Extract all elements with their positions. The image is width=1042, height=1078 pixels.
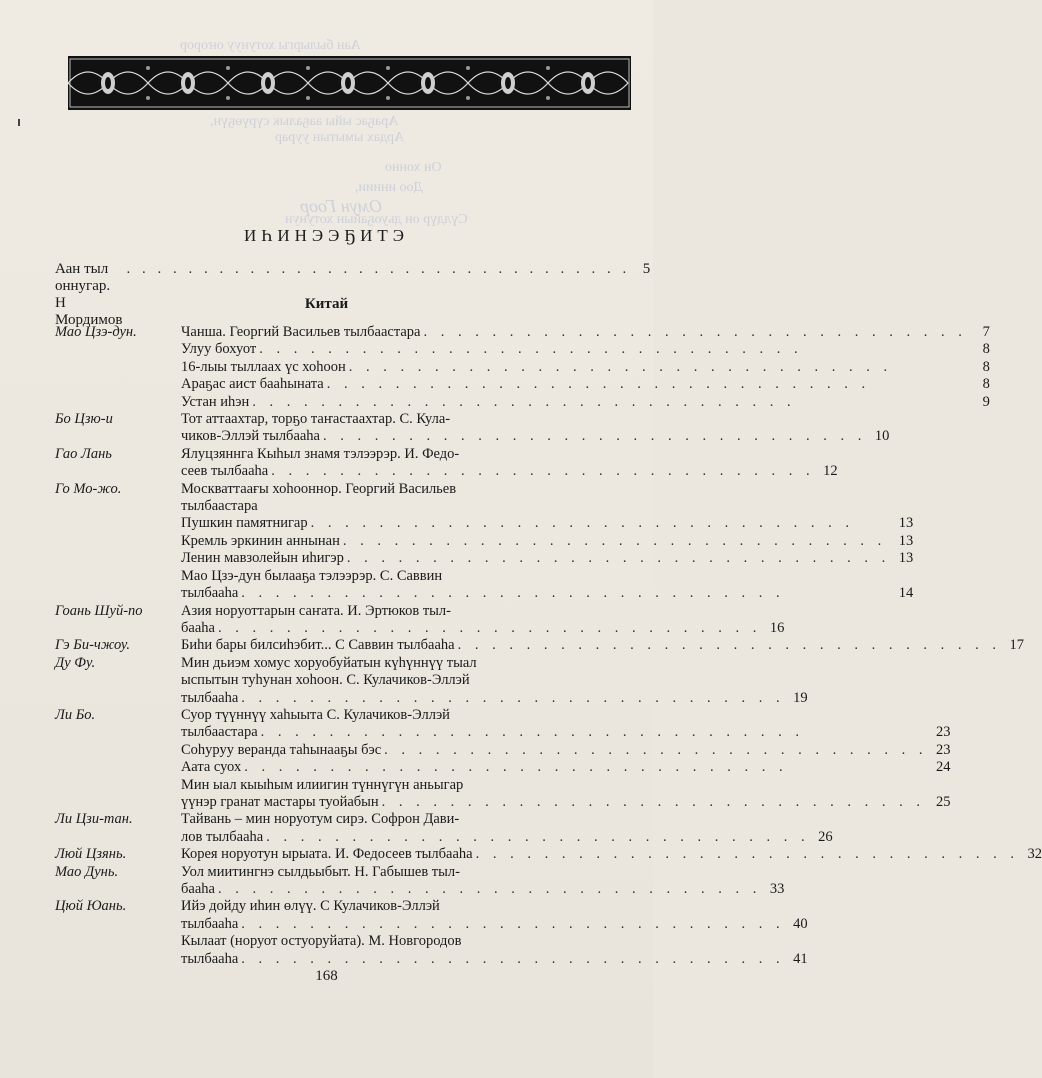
toc-line — [181, 359, 990, 376]
bleed-through-text: Араҕас ыйы ааҕалык сүрүөҕүн, — [210, 114, 399, 129]
bleed-through-text: Сүлдүр он дьуоҕайын хотунун — [285, 212, 468, 227]
toc-author: Ли Бо. — [55, 706, 96, 723]
leader-dots: . . . . . . . . . . . . . . . . . . . . . . . . . . . . . . . . — [342, 532, 887, 549]
toc-line-text: Мин дьиэм хомус хоруобуйатын күһүннүү тыал — [181, 654, 477, 671]
page-number: 168 — [315, 968, 338, 984]
toc-page-number: 19 — [793, 689, 808, 706]
leader-dots: . . . . . . . . . . . . . . . . . . . . . . . . . . . . . . . . — [241, 585, 785, 602]
toc-entry — [55, 863, 785, 899]
toc-page-number: 7 — [982, 324, 990, 340]
toc-author: Люй Цзянь. — [55, 846, 127, 863]
toc-line-text: Соһуруу веранда таһынааҕы бэс — [181, 741, 382, 758]
leader-dots: . . . . . . . . . . . . . . . . . . . . . . . . . . . . . . . . . — [126, 261, 631, 277]
leader-dots: . . . . . . . . . . . . . . . . . . . . . . . . . . . . . . . . — [423, 324, 967, 340]
toc-line-text: тылбааһа — [181, 585, 239, 602]
toc-line — [181, 568, 913, 585]
toc-line-text: тылбааһа — [181, 689, 239, 706]
toc-line — [181, 394, 990, 411]
bleed-through-text: Он хонно — [385, 160, 442, 175]
toc-entry-lines — [181, 411, 889, 446]
bleed-through-text: Ардах ымытын уурар — [275, 130, 405, 145]
leader-dots: . . . . . . . . . . . . . . . . . . . . . . . . . . . . . . . . — [241, 915, 785, 932]
toc-page-number: 10 — [874, 428, 890, 445]
toc-page-number: 8 — [982, 341, 990, 358]
toc-line-text: Ийэ дойду иһин өлүү. С Кулачиков-Эллэй — [181, 898, 440, 915]
bleed-through-text: Омун Гоор — [300, 196, 383, 216]
leader-dots: . . . . . . . . . . . . . . . . . . . . . . . . . . . . . . . . — [217, 881, 762, 897]
table-of-contents — [55, 324, 1042, 968]
toc-line — [181, 933, 808, 950]
toc-entry — [55, 445, 838, 481]
toc-page-number: 8 — [982, 376, 990, 393]
toc-line — [181, 481, 913, 498]
toc-entry-lines — [181, 481, 913, 603]
toc-line-text: Тот аттаахтар, торҕо таҥастаахтар. С. Кула- — [181, 411, 451, 428]
toc-line-text: Суор түүннүү хаһыыта С. Кулачиков-Эллэй — [181, 706, 450, 723]
toc-line — [181, 794, 951, 811]
toc-entry-lines — [181, 811, 833, 846]
toc-line — [181, 515, 913, 532]
toc-line-text: Пушкин памятнигар — [181, 515, 308, 532]
toc-line — [181, 829, 833, 846]
toc-entry — [55, 324, 990, 411]
toc-line-text: Азия норуоттарын саҥата. И. Эртюков тыл- — [181, 602, 451, 619]
ornament-pattern-icon — [68, 56, 631, 110]
toc-author: Цюй Юань. — [55, 898, 127, 915]
toc-line — [181, 916, 808, 933]
toc-line — [181, 620, 784, 637]
toc-page-number: 8 — [982, 358, 990, 375]
toc-entry-lines — [181, 603, 784, 638]
toc-page-number: 13 — [898, 515, 914, 532]
toc-page-number: 9 — [982, 393, 990, 410]
leader-dots: . . . . . . . . . . . . . . . . . . . . . . . . . . . . . . . . — [260, 724, 805, 741]
toc-entry — [55, 898, 808, 968]
toc-line-text: үүнэр гранат мастары туойабын — [181, 793, 379, 810]
toc-line-text: Чанша. Георгий Васильев тылбаастара — [181, 324, 421, 340]
toc-line — [181, 742, 951, 759]
toc-page-number: 26 — [818, 828, 833, 845]
toc-line-text: тылбааһа — [181, 915, 239, 932]
toc-line — [181, 428, 889, 445]
toc-line — [181, 550, 913, 567]
toc-author: Гао Лань — [55, 445, 112, 462]
toc-line — [181, 446, 838, 463]
toc-page-number: 23 — [936, 724, 951, 741]
toc-line-text: сеев тылбааһа — [181, 463, 269, 480]
toc-page-number: 13 — [898, 532, 914, 549]
toc-entry — [55, 602, 785, 638]
toc-line — [181, 463, 838, 480]
toc-line-text: Аата суох — [181, 759, 242, 776]
leader-dots: . . . . . . . . . . . . . . . . . . . . . . . . . . . . . . . . — [326, 376, 871, 393]
toc-line-text: 16-лыы тыллаах үс хоһоон — [181, 358, 346, 375]
toc-line-text: тылбааһа — [181, 950, 239, 967]
toc-line — [181, 846, 1042, 863]
intro-text: Аан тыл оннугар. Н Мордимов — [55, 261, 123, 328]
leader-dots: . . . . . . . . . . . . . . . . . . . . . . . . . . . . . . . . — [310, 515, 854, 532]
toc-page-number: 32 — [1027, 846, 1042, 863]
toc-entry-lines — [181, 864, 784, 899]
toc-page-number: 16 — [769, 619, 785, 636]
toc-entry — [55, 637, 1024, 654]
leader-dots: . . . . . . . . . . . . . . . . . . . . . . . . . . . . . . . . — [384, 741, 928, 758]
toc-line — [181, 951, 808, 968]
toc-entry-lines — [181, 446, 838, 481]
leader-dots: . . . . . . . . . . . . . . . . . . . . . . . . . . . . . . . . — [241, 950, 785, 967]
toc-page-number: 13 — [898, 550, 914, 567]
toc-line — [181, 777, 951, 794]
toc-line — [181, 324, 990, 341]
bleed-through-text: Доо иниии, — [355, 180, 424, 195]
toc-line — [181, 341, 990, 358]
toc-line — [181, 707, 951, 724]
toc-author: Го Мо-жо. — [55, 480, 122, 497]
toc-page-number: 33 — [769, 881, 785, 897]
leader-dots: . . . . . . . . . . . . . . . . . . . . . . . . . . . . . . . . — [217, 619, 762, 636]
toc-entry-lines — [181, 655, 808, 707]
toc-line — [181, 811, 833, 828]
toc-page-number: 25 — [936, 793, 951, 810]
toc-page-number: 40 — [793, 915, 808, 932]
leader-dots: . . . . . . . . . . . . . . . . . . . . . . . . . . . . . . . . — [266, 828, 810, 845]
toc-author: Мао Дунь. — [55, 863, 119, 880]
page-title: ИҺИНЭЭҔИТЭ — [244, 226, 409, 245]
toc-line-text: бааһа — [181, 619, 215, 636]
leader-dots: . . . . . . . . . . . . . . . . . . . . . . . . . . . . . . . . — [252, 393, 796, 410]
leader-dots: . . . . . . . . . . . . . . . . . . . . . . . . . . . . . . . . — [346, 550, 891, 567]
toc-line-text: Устан иһэн — [181, 393, 250, 410]
toc-line-text: Кремль эркинин аннынан — [181, 532, 340, 549]
toc-line — [181, 585, 913, 602]
toc-page-number: 41 — [793, 950, 808, 967]
toc-line-text: Москваттаағы хоһооннор. Георгий Васильев — [181, 480, 457, 497]
leader-dots: . . . . . . . . . . . . . . . . . . . . . . . . . . . . . . . . — [348, 358, 893, 375]
toc-page-number: 12 — [823, 463, 838, 480]
toc-author: Гэ Би-чжоу. — [55, 637, 131, 654]
toc-line — [181, 411, 889, 428]
leader-dots: . . . . . . . . . . . . . . . . . . . . . . . . . . . . . . . . — [475, 846, 1019, 863]
toc-line — [181, 864, 784, 881]
toc-line — [181, 672, 808, 689]
toc-page-number: 17 — [1009, 637, 1024, 654]
toc-line-text: Тайвань – мин норуотум сирэ. Софрон Дави- — [181, 811, 460, 828]
toc-line — [181, 498, 913, 515]
toc-line-text: Улуу бохуот — [181, 341, 257, 358]
toc-line-text: Уол миитингнэ сылдьыбыт. Н. Габышев тыл- — [181, 863, 460, 880]
toc-page-number: 14 — [898, 585, 914, 602]
toc-line — [181, 376, 990, 393]
toc-line-text: Корея норуотун ырыата. И. Федосеев тылбааһа — [181, 846, 473, 863]
toc-entry-lines — [181, 324, 990, 411]
toc-line-text: бааһа — [181, 881, 215, 897]
toc-entry-lines — [181, 637, 1024, 654]
intro-entry — [55, 261, 651, 329]
toc-entry — [55, 411, 890, 446]
toc-line-text: лов тылбааһа — [181, 828, 264, 845]
toc-line-text: Мао Цзэ-дун былааҕа тэлээрэр. С. Саввин — [181, 567, 443, 584]
toc-line — [181, 881, 784, 898]
toc-line-text: ыспытын туһунан хоһоон. С. Кулачиков-Эллэй — [181, 672, 470, 689]
toc-line-text: тылбаастара — [181, 498, 258, 515]
leader-dots: . . . . . . . . . . . . . . . . . . . . . . . . . . . . . . . . — [457, 637, 1001, 654]
toc-line — [181, 724, 951, 741]
leader-dots: . . . . . . . . . . . . . . . . . . . . . . . . . . . . . . . . — [381, 793, 926, 810]
intro-page-number: 5 — [642, 261, 651, 277]
toc-line-text: Ялуцзяннга Кыһыл знамя тэлээрэр. И. Федо- — [181, 445, 460, 462]
toc-author: Ду Фу. — [55, 654, 96, 671]
bleed-through-text: Аан былыргы хотунуу оҥорор — [180, 38, 361, 53]
toc-line-text: Ленин мавзолейын иһигэр — [181, 550, 344, 567]
margin-mark — [18, 119, 20, 126]
leader-dots: . . . . . . . . . . . . . . . . . . . . . . . . . . . . . . . . — [244, 759, 788, 776]
toc-line — [181, 690, 808, 707]
toc-line — [181, 759, 951, 776]
toc-entry — [55, 480, 914, 603]
toc-line — [181, 533, 913, 550]
section-heading: Китай — [304, 296, 349, 312]
toc-line — [181, 898, 808, 915]
toc-line-text: Биһи бары билсиһэбит... С Саввин тылбааһа — [181, 637, 455, 654]
toc-author: Гоань Шуй-по — [55, 602, 143, 619]
toc-page-number: 23 — [936, 741, 951, 758]
toc-line-text: тылбаастара — [181, 724, 258, 741]
toc-entry — [55, 846, 1042, 863]
leader-dots: . . . . . . . . . . . . . . . . . . . . . . . . . . . . . . . . — [271, 463, 815, 480]
toc-entry-lines — [181, 846, 1042, 863]
toc-author: Ли Цзи-тан. — [55, 811, 133, 828]
toc-entry — [55, 811, 833, 846]
toc-line — [181, 603, 784, 620]
toc-line — [181, 655, 808, 672]
leader-dots: . . . . . . . . . . . . . . . . . . . . . . . . . . . . . . . . — [259, 341, 803, 358]
leader-dots: . . . . . . . . . . . . . . . . . . . . . . . . . . . . . . . . — [241, 689, 785, 706]
toc-entry — [55, 654, 808, 707]
toc-entry-lines — [181, 898, 808, 968]
toc-line — [181, 637, 1024, 654]
toc-author: Бо Цзю-и — [55, 411, 113, 428]
toc-line-text: Араҕас аист бааһыната — [181, 376, 324, 393]
toc-page-number: 24 — [936, 759, 951, 776]
leader-dots: . . . . . . . . . . . . . . . . . . . . . . . . . . . . . . . . — [323, 428, 867, 445]
toc-entry — [55, 706, 951, 811]
toc-line-text: Кылаат (норуот остуоруйата). М. Новгородов — [181, 933, 462, 950]
ornament-band — [68, 56, 631, 110]
toc-line-text: чиков-Эллэй тылбааһа — [181, 428, 320, 445]
toc-author: Мао Цзэ-дун. — [55, 324, 137, 340]
toc-entry-lines — [181, 707, 951, 811]
toc-line-text: Мин ыал кыыһым илиигин түннүгүн аньыгар — [181, 776, 464, 793]
